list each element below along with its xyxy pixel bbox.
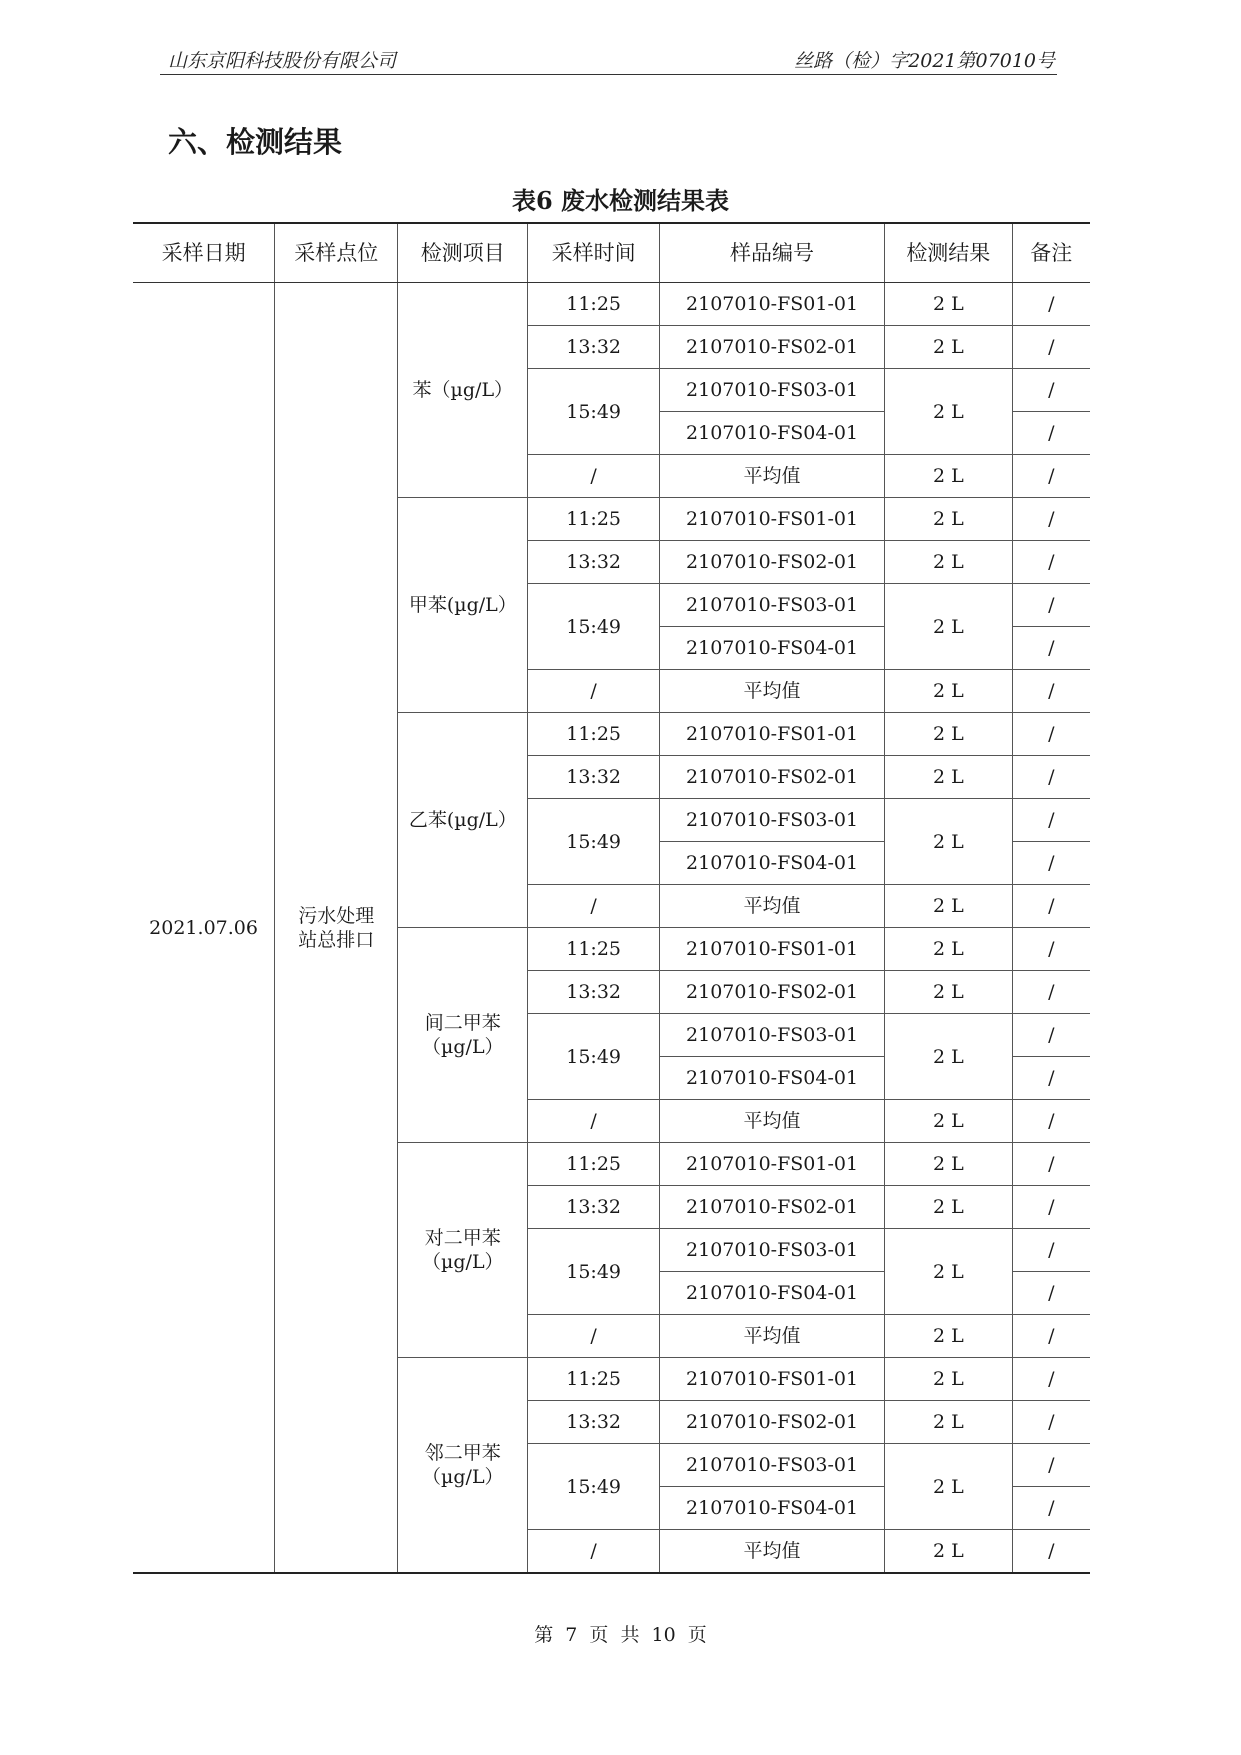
section-title: 六、检测结果: [168, 125, 343, 159]
sample-id: 2107010-FS04-01: [660, 1272, 885, 1315]
sample-id: 2107010-FS04-01: [660, 1057, 885, 1100]
note: /: [1012, 283, 1090, 326]
note: /: [1012, 928, 1090, 971]
sampling-time: 15:49: [528, 1229, 660, 1315]
table-header-row: [133, 223, 1090, 283]
sample-id: 平均值: [660, 670, 885, 713]
sampling-time: 15:49: [528, 584, 660, 670]
test-item-line: （µg/L）: [422, 1251, 504, 1273]
col-header-location: 采样点位: [275, 223, 398, 283]
test-result: 2 L: [885, 283, 1013, 326]
sample-id: 2107010-FS03-01: [660, 584, 885, 627]
note: /: [1012, 1358, 1090, 1401]
test-item-line: 间二甲苯: [424, 1012, 501, 1034]
note: /: [1012, 1487, 1090, 1530]
test-item-line: 乙苯(µg/L）: [408, 809, 517, 831]
col-header-time: 采样时间: [528, 223, 660, 283]
test-item-line: （µg/L）: [422, 1036, 504, 1058]
sampling-time: 11:25: [528, 1358, 660, 1401]
sampling-time: /: [528, 670, 660, 713]
note: /: [1012, 971, 1090, 1014]
sampling-time: 11:25: [528, 498, 660, 541]
sample-id: 2107010-FS01-01: [660, 928, 885, 971]
test-item-line: 对二甲苯: [424, 1227, 501, 1249]
location-line: 污水处理: [298, 904, 375, 927]
sampling-time: /: [528, 1100, 660, 1143]
note: /: [1012, 1057, 1090, 1100]
sample-id: 2107010-FS03-01: [660, 1014, 885, 1057]
sample-id: 2107010-FS01-01: [660, 1143, 885, 1186]
test-result: 2 L: [885, 799, 1013, 885]
note: /: [1012, 842, 1090, 885]
test-result: 2 L: [885, 1229, 1013, 1315]
sample-id: 2107010-FS04-01: [660, 1487, 885, 1530]
sample-id: 2107010-FS02-01: [660, 326, 885, 369]
table-title: 表6 废水检测结果表: [511, 186, 730, 215]
sampling-time: /: [528, 885, 660, 928]
sample-id: 2107010-FS03-01: [660, 799, 885, 842]
sampling-date: 2021.07.06: [133, 283, 275, 1574]
sample-id: 平均值: [660, 455, 885, 498]
sample-id: 2107010-FS02-01: [660, 971, 885, 1014]
note: /: [1012, 1229, 1090, 1272]
results-table: [133, 222, 1090, 1574]
sample-id: 平均值: [660, 1315, 885, 1358]
sample-id: 平均值: [660, 1100, 885, 1143]
sample-id: 2107010-FS01-01: [660, 713, 885, 756]
col-header-sample-id: 样品编号: [660, 223, 885, 283]
test-item: [398, 498, 528, 713]
test-result: 2 L: [885, 971, 1013, 1014]
sample-id: 2107010-FS03-01: [660, 1229, 885, 1272]
note: /: [1012, 1014, 1090, 1057]
company-name: 山东京阳科技股份有限公司: [168, 50, 397, 72]
location-line: 站总排口: [298, 928, 375, 951]
sampling-time: /: [528, 455, 660, 498]
test-result: 2 L: [885, 1358, 1013, 1401]
test-item: [398, 1358, 528, 1574]
sampling-time: 15:49: [528, 369, 660, 455]
note: /: [1012, 1186, 1090, 1229]
note: /: [1012, 1315, 1090, 1358]
test-result: 2 L: [885, 455, 1013, 498]
test-result: 2 L: [885, 928, 1013, 971]
sample-id: 2107010-FS01-01: [660, 1358, 885, 1401]
test-result: 2 L: [885, 1530, 1013, 1574]
table-row: [133, 283, 1090, 326]
test-result: 2 L: [885, 1143, 1013, 1186]
note: /: [1012, 1143, 1090, 1186]
note: /: [1012, 627, 1090, 670]
test-result: 2 L: [885, 326, 1013, 369]
sampling-time: 11:25: [528, 1143, 660, 1186]
test-result: 2 L: [885, 885, 1013, 928]
note: /: [1012, 369, 1090, 412]
sample-id: 2107010-FS04-01: [660, 842, 885, 885]
sampling-time: 15:49: [528, 799, 660, 885]
note: /: [1012, 670, 1090, 713]
sampling-time: 13:32: [528, 541, 660, 584]
sample-id: 2107010-FS02-01: [660, 1401, 885, 1444]
note: /: [1012, 1530, 1090, 1574]
test-result: 2 L: [885, 541, 1013, 584]
sample-id: 2107010-FS04-01: [660, 627, 885, 670]
sample-id: 2107010-FS02-01: [660, 756, 885, 799]
test-item: [398, 283, 528, 498]
note: /: [1012, 713, 1090, 756]
note: /: [1012, 799, 1090, 842]
test-result: 2 L: [885, 584, 1013, 670]
test-result: 2 L: [885, 1014, 1013, 1100]
sampling-time: 13:32: [528, 1401, 660, 1444]
test-result: 2 L: [885, 1401, 1013, 1444]
sampling-time: 13:32: [528, 971, 660, 1014]
sampling-time: /: [528, 1530, 660, 1574]
test-result: 2 L: [885, 498, 1013, 541]
sample-id: 2107010-FS01-01: [660, 498, 885, 541]
sampling-time: 13:32: [528, 1186, 660, 1229]
sample-id: 2107010-FS04-01: [660, 412, 885, 455]
note: /: [1012, 584, 1090, 627]
test-item-line: 苯（µg/L）: [412, 379, 514, 401]
test-result: 2 L: [885, 756, 1013, 799]
col-header-result: 检测结果: [885, 223, 1013, 283]
note: /: [1012, 412, 1090, 455]
note: /: [1012, 885, 1090, 928]
test-result: 2 L: [885, 1315, 1013, 1358]
sampling-time: 15:49: [528, 1444, 660, 1530]
test-result: 2 L: [885, 670, 1013, 713]
test-result: 2 L: [885, 1186, 1013, 1229]
sampling-time: 11:25: [528, 713, 660, 756]
note: /: [1012, 1100, 1090, 1143]
note: /: [1012, 1272, 1090, 1315]
sampling-location: [275, 283, 398, 1574]
sample-id: 2107010-FS01-01: [660, 283, 885, 326]
sample-id: 2107010-FS02-01: [660, 541, 885, 584]
col-header-item: 检测项目: [398, 223, 528, 283]
test-item: [398, 713, 528, 928]
test-item-line: （µg/L）: [422, 1466, 504, 1488]
sample-id: 2107010-FS03-01: [660, 1444, 885, 1487]
note: /: [1012, 1444, 1090, 1487]
note: /: [1012, 541, 1090, 584]
sample-id: 平均值: [660, 1530, 885, 1574]
header-rule: [160, 74, 1057, 75]
sample-id: 平均值: [660, 885, 885, 928]
col-header-date: 采样日期: [133, 223, 275, 283]
sample-id: 2107010-FS03-01: [660, 369, 885, 412]
table-body: [133, 283, 1090, 1574]
test-item-line: 邻二甲苯: [424, 1442, 501, 1464]
note: /: [1012, 1401, 1090, 1444]
test-item-line: 甲苯(µg/L）: [408, 594, 517, 616]
test-item: [398, 928, 528, 1143]
test-result: 2 L: [885, 1444, 1013, 1530]
test-item: [398, 1143, 528, 1358]
sampling-time: /: [528, 1315, 660, 1358]
sampling-time: 13:32: [528, 756, 660, 799]
test-result: 2 L: [885, 1100, 1013, 1143]
test-result: 2 L: [885, 369, 1013, 455]
note: /: [1012, 498, 1090, 541]
note: /: [1012, 756, 1090, 799]
sampling-time: 15:49: [528, 1014, 660, 1100]
sample-id: 2107010-FS02-01: [660, 1186, 885, 1229]
sampling-time: 11:25: [528, 928, 660, 971]
note: /: [1012, 326, 1090, 369]
report-number: 丝路（检）字2021第07010号: [794, 50, 1055, 72]
note: /: [1012, 455, 1090, 498]
col-header-note: 备注: [1012, 223, 1090, 283]
sampling-time: 13:32: [528, 326, 660, 369]
page-number: 第 7 页 共 10 页: [534, 1624, 707, 1646]
sampling-time: 11:25: [528, 283, 660, 326]
test-result: 2 L: [885, 713, 1013, 756]
